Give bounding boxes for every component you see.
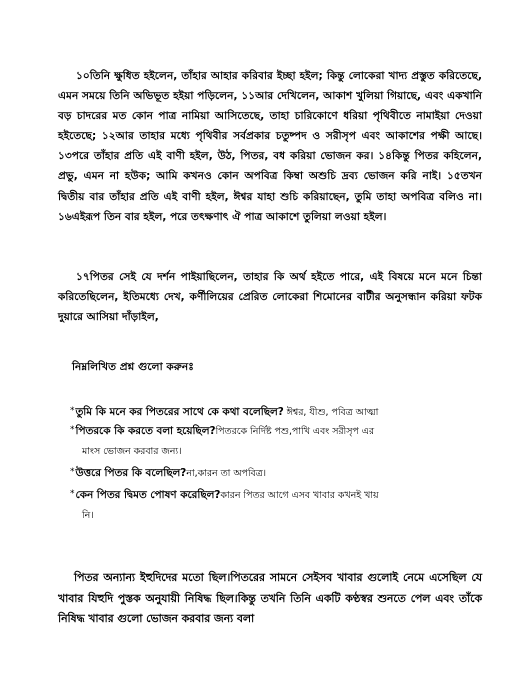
answer-text: ঈশ্বর, যীশু, পবিত্র আত্মা (283, 407, 379, 418)
bullet-star: * (70, 467, 75, 477)
qa-item-2 (70, 420, 480, 462)
question-text: পিতরকে কি করতে বলা হয়েছিল? (75, 425, 216, 437)
answer-text: না,কারন তা অপবিত্র। (186, 468, 266, 479)
question-text: কেন পিতর দ্বিমত পোষণ করেছিল? (75, 489, 221, 501)
answer-text: কারন পিতর আগে এসব খাবার কখনই খায় (220, 490, 379, 501)
bullet-star: * (70, 425, 75, 435)
bullet-star: * (70, 406, 75, 416)
answer-text-continued: নি। (82, 510, 94, 521)
qa-item-3 (70, 462, 480, 484)
answer-text-continued: মাংস ভোজন করবার জন্য। (82, 446, 182, 457)
qa-item-4 (70, 484, 480, 526)
explanation-paragraph: পিতর অন্যান্য ইহুদিদের মতো ছিল।পিতরের সামনে সেইসব খাবার গুলোই নেমে এসেছিল যে খাবার যিহুদি পুস্তক অনুযায়ী নিষিদ্ধ ছিল।কিন্তু তখনি তিনি একটি কণ্ঠস্বর শুনতে পেল এবং তাঁকে নিষিদ্ধ খাবার গুলো ভোজন করবার জন্য বলা (58, 571, 482, 625)
bullet-star: * (70, 489, 75, 499)
question-text: উত্তরে পিতর কি বলেছিল? (75, 467, 187, 479)
scripture-paragraph-2: ১৭পিতর সেই যে দর্শন পাইয়াছিলেন, তাহার কি অর্থ হইতে পারে, এই বিষয়ে মনে মনে চিন্তা করিতেছিলেন, ইতিমধ্যে দেখ, কর্ণীলিয়ের প্রেরিত লোকেরা শিমোনের বাটীর অনুসন্ধান করিয়া ফটক দুয়ারে আসিয়া দাঁড়াইল, (58, 271, 482, 324)
question-text: তুমি কি মনে কর পিতরের সাথে কে কথা বলেছিল? (75, 406, 284, 418)
answer-text: পিতরকে নির্দিষ্ট পশু,পাখি এবং সরীসৃপ এর (215, 426, 375, 437)
questions-heading: নিম্নলিখিত প্রশ্ন গুলো করুনঃ (72, 361, 194, 373)
scripture-paragraph-1: ১০তিনি ক্ষুধিত হইলেন, তাঁহার আহার করিবার ইচ্ছা হইল; কিন্তু লোকেরা খাদ্য প্রস্তুত করিতেছে, এমন সময়ে তিনি অভিভূত হইয়া পড়িলেন, ১১আর দেখিলেন, আকাশ খুলিয়া গিয়াছে, এবং একখানি বড় চাদরের মত কোন পাত্র নামিয়া আসিতেছে, তাহা চারিকোণে ধরিয়া পৃথিবীতে নামাইয়া দেওয়া হইতেছে; ১২আর তাহার মধ্যে পৃথিবীর সর্বপ্রকার চতুষ্পদ ও সরীসৃপ এবং আকাশের পক্ষী আছে। ১৩পরে তাঁহার প্রতি এই বাণী হইল, উঠ, পিতর, বধ করিয়া ভোজন কর। ১৪কিন্তু পিতর কহিলেন, প্রভু, এমন না হউক; আমি কখনও কোন অপবিত্র কিম্বা অশুচি দ্রব্য ভোজন করি নাই। ১৫তখন দ্বিতীয় বার তাঁহার প্রতি এই বাণী হইল, ঈশ্বর যাহা শুচি করিয়াছেন, তুমি তাহা অপবিত্র বলিও না। ১৬এইরূপ তিন বার হইল, পরে তৎক্ষণাৎ ঐ পাত্র আকাশে তুলিয়া লওয়া হইল। (58, 70, 482, 223)
